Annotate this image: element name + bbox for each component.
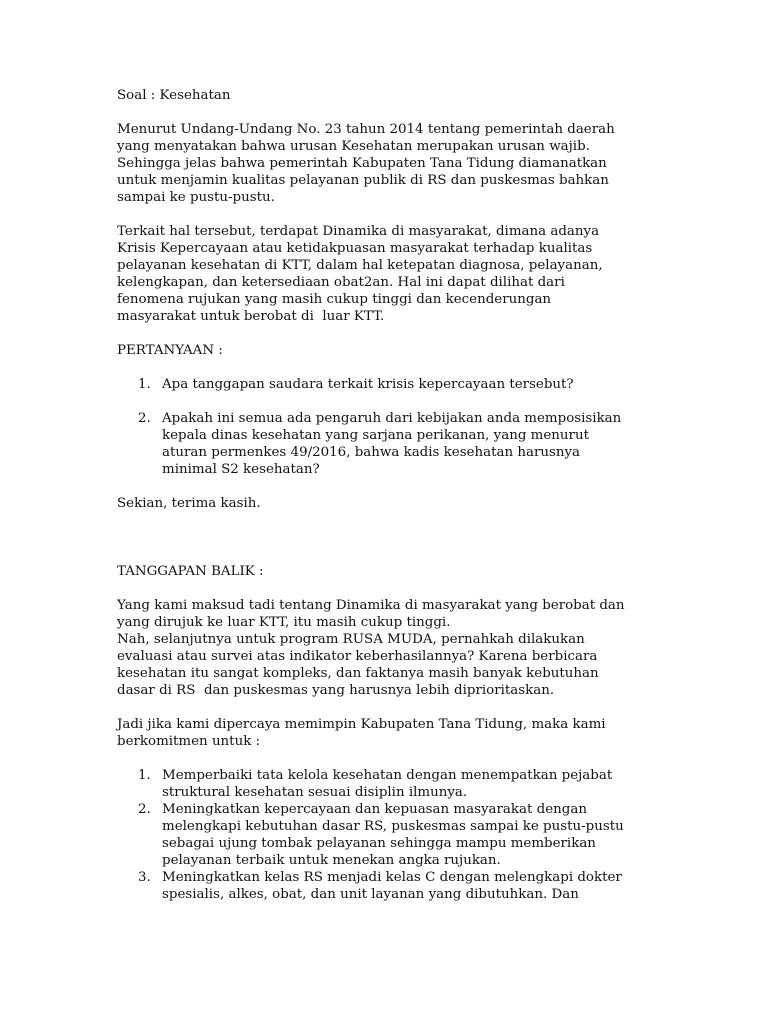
- question-list: [117, 376, 657, 478]
- response-paragraph: [117, 597, 657, 699]
- context-paragraph: [117, 223, 657, 325]
- blank-space: [117, 529, 657, 563]
- commitment-intro-line: berkomitmen untuk :: [117, 734, 261, 749]
- list-item: [117, 767, 657, 801]
- list-item: [117, 410, 657, 478]
- tanggapan-heading: TANGGAPAN BALIK :: [117, 564, 264, 579]
- response-line: dasar di RS dan puskesmas yang harusnya lebih diprioritaskan.: [117, 683, 555, 698]
- list-item-line: Meningkatkan kelas RS menjadi kelas C dengan melengkapi dokter: [162, 870, 622, 885]
- list-item-line: aturan permenkes 49/2016, bahwa kadis kesehatan harusnya: [162, 445, 581, 460]
- response-line: Yang kami maksud tadi tentang Dinamika di masyarakat yang berobat dan: [117, 598, 625, 613]
- context-line: kelengkapan, dan ketersediaan obat2an. Hal ini dapat dilihat dari: [117, 275, 565, 290]
- list-item-line: minimal S2 kesehatan?: [162, 462, 320, 477]
- context-line: Krisis Kepercayaan atau ketidakpuasan masyarakat terhadap kualitas: [117, 241, 593, 256]
- list-number: 1.: [138, 768, 151, 783]
- list-item-line: sebagai ujung tombak pelayanan sehingga mampu memberikan: [162, 836, 596, 851]
- intro-line: untuk menjamin kualitas pelayanan publik di RS dan puskesmas bahkan: [117, 173, 609, 188]
- response-line: kesehatan itu sangat kompleks, dan faktanya masih banyak kebutuhan: [117, 666, 599, 681]
- intro-line: Menurut Undang-Undang No. 23 tahun 2014 tentang pemerintah daerah: [117, 122, 615, 137]
- context-line: masyarakat untuk berobat di luar KTT.: [117, 309, 385, 324]
- list-item-line: Apakah ini semua ada pengaruh dari kebijakan anda memposisikan: [162, 411, 622, 426]
- list-item-line: spesialis, alkes, obat, dan unit layanan yang dibutuhkan. Dan: [162, 887, 579, 902]
- commitment-intro: [117, 716, 657, 750]
- list-item-line: Meningkatkan kepercayaan dan kepuasan masyarakat dengan: [162, 802, 587, 817]
- list-number: 2.: [138, 411, 151, 426]
- list-item-line: Apa tanggapan saudara terkait krisis kepercayaan tersebut?: [162, 377, 574, 392]
- soal-heading: Soal : Kesehatan: [117, 88, 231, 103]
- intro-paragraph: [117, 121, 657, 206]
- response-line: Nah, selanjutnya untuk program RUSA MUDA, pernahkah dilakukan: [117, 632, 585, 647]
- list-item: [117, 376, 657, 393]
- response-line: evaluasi atau survei atas indikator keberhasilannya? Karena berbicara: [117, 649, 598, 664]
- commitment-intro-line: Jadi jika kami dipercaya memimpin Kabupaten Tana Tidung, maka kami: [117, 717, 606, 732]
- pertanyaan-heading: PERTANYAAN :: [117, 343, 223, 358]
- intro-line: yang menyatakan bahwa urusan Kesehatan merupakan urusan wajib.: [117, 139, 590, 154]
- list-item: [117, 801, 657, 869]
- list-item: [117, 869, 657, 903]
- response-line: yang dirujuk ke luar KTT, itu masih cukup tinggi.: [117, 615, 451, 630]
- context-line: fenomena rujukan yang masih cukup tinggi dan kecenderungan: [117, 292, 552, 307]
- document-body: [117, 87, 657, 903]
- list-number: 3.: [138, 870, 151, 885]
- context-line: Terkait hal tersebut, terdapat Dinamika di masyarakat, dimana adanya: [117, 224, 600, 239]
- list-number: 1.: [138, 377, 151, 392]
- intro-line: Sehingga jelas bahwa pemerintah Kabupaten Tana Tidung diamanatkan: [117, 156, 607, 171]
- closing-line: Sekian, terima kasih.: [117, 496, 261, 511]
- list-item-line: struktural kesehatan sesuai disiplin ilmunya.: [162, 785, 468, 800]
- list-number: 2.: [138, 802, 151, 817]
- list-item-line: pelayanan terbaik untuk menekan angka rujukan.: [162, 853, 501, 868]
- context-line: pelayanan kesehatan di KTT, dalam hal ketepatan diagnosa, pelayanan,: [117, 258, 603, 273]
- list-item-line: melengkapi kebutuhan dasar RS, puskesmas sampai ke pustu-pustu: [162, 819, 624, 834]
- list-item-line: kepala dinas kesehatan yang sarjana perikanan, yang menurut: [162, 428, 589, 443]
- commitment-list: [117, 767, 657, 903]
- list-item-line: Memperbaiki tata kelola kesehatan dengan menempatkan pejabat: [162, 768, 613, 783]
- intro-line: sampai ke pustu-pustu.: [117, 190, 275, 205]
